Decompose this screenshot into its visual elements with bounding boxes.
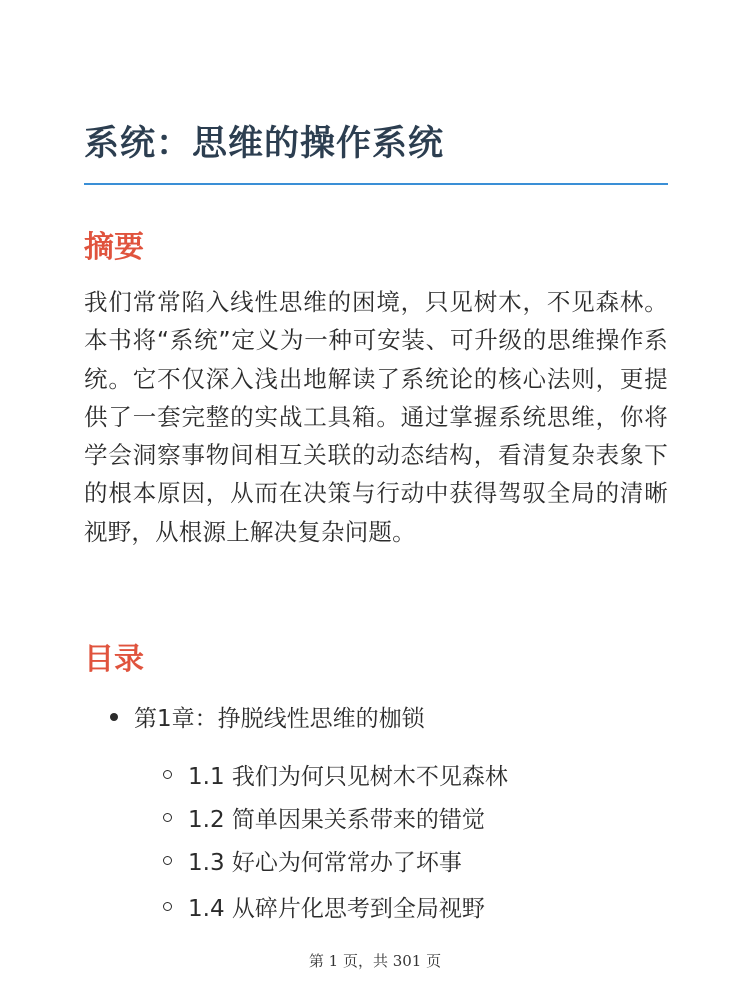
bullet-circle-icon: [163, 856, 172, 865]
toc-subsection-item: [163, 844, 462, 877]
toc-subsection-item: [163, 758, 508, 791]
toc-subsection-label: 1.3 好心为何常常办了坏事: [188, 850, 462, 876]
bullet-circle-icon: [163, 813, 172, 822]
toc-heading: 目录: [84, 642, 144, 677]
toc-subsection-label: 1.1 我们为何只见树木不见森林: [188, 764, 508, 790]
summary-paragraph: 我们常常陷入线性思维的困境，只见树木，不见森林。本书将“系统”定义为一种可安装、可升级的思维操作系统。它不仅深入浅出地解读了系统论的核心法则，更提供了一套完整的实战工具箱。通过掌握系统思维，你将学会洞察事物间相互关联的动态结构，看清复杂表象下的根本原因，从而在决策与行动中获得驾驭全局的清晰视野，从根源上解决复杂问题。: [84, 288, 668, 546]
toc-subsection-item: [163, 801, 485, 834]
summary-heading: 摘要: [84, 230, 144, 265]
toc-subsection-item: [163, 890, 485, 923]
title-divider: [84, 183, 668, 185]
toc-subsection-label: 1.4 从碎片化思考到全局视野: [188, 896, 485, 922]
toc-chapter-label: 第1章：挣脱线性思维的枷锁: [134, 706, 425, 732]
toc-chapter-item: [110, 700, 425, 733]
document-page: [84, 0, 668, 1000]
document-title: 系统：思维的操作系统: [84, 124, 445, 164]
toc-subsection-label: 1.2 简单因果关系带来的错觉: [188, 807, 485, 833]
page-footer: 第 1 页，共 301 页: [308, 952, 442, 970]
bullet-circle-icon: [163, 770, 172, 779]
bullet-circle-icon: [163, 902, 172, 911]
bullet-dot-icon: [110, 713, 118, 721]
